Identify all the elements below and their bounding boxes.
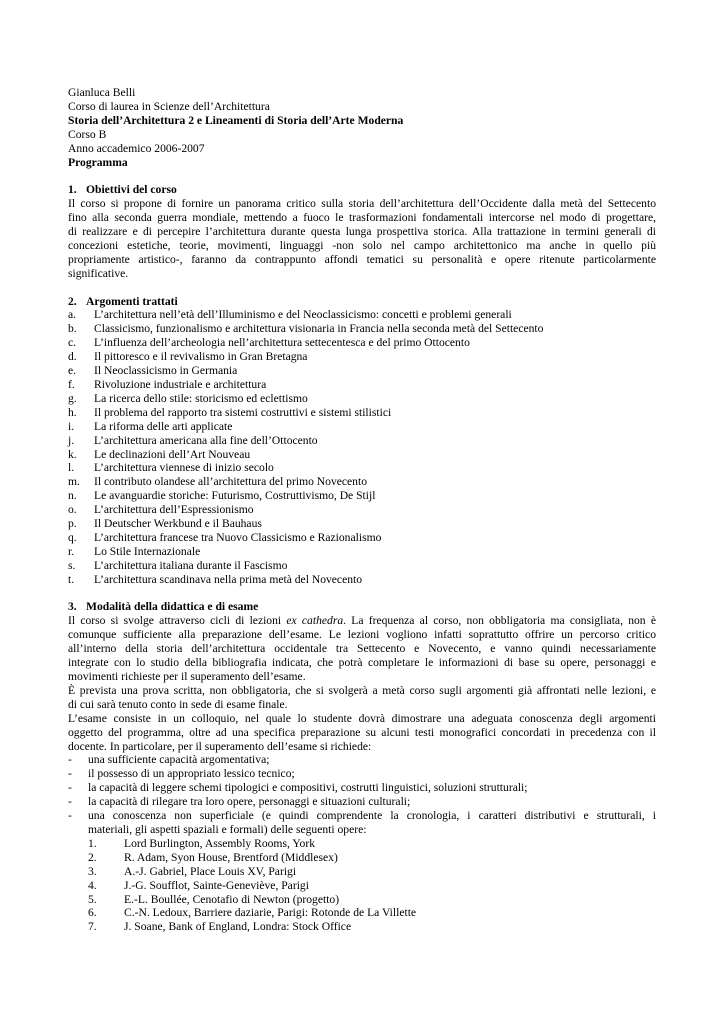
- list-item-text: Il contributo olandese all’architettura del primo Novecento: [94, 475, 367, 489]
- italic-phrase: ex cathedra: [286, 614, 344, 628]
- requirement-item: [68, 781, 656, 795]
- requirement-item: [68, 767, 656, 781]
- requirement-text: [88, 795, 656, 809]
- list-marker: c.: [68, 336, 77, 350]
- course-section: Corso B: [68, 127, 107, 141]
- list-marker: r.: [68, 544, 75, 558]
- requirement-line: una sufficiente capacità argomentativa;: [88, 753, 270, 767]
- list-marker: e.: [68, 364, 77, 378]
- section-2-title: Argomenti trattati: [86, 294, 178, 308]
- list-marker: o.: [68, 503, 77, 517]
- work-text: R. Adam, Syon House, Brentford (Middlesex): [124, 850, 338, 864]
- list-marker: g.: [68, 391, 77, 405]
- work-item: [88, 893, 656, 907]
- academic-year: Anno accademico 2006-2007: [68, 141, 205, 155]
- list-item: [68, 364, 656, 378]
- paragraph-line: di realizzare e di percepire l’architettura durante questa lunga prospettiva storica. Alla trattazione in termini generali di: [68, 225, 656, 239]
- paragraph-line: docente. In particolare, per il superamento dell’esame si richiede:: [68, 739, 372, 753]
- topics-list: [68, 308, 656, 586]
- section-1-paragraph: [68, 197, 656, 280]
- requirement-line: il possesso di un appropriato lessico tecnico;: [88, 767, 295, 781]
- list-item: [68, 322, 656, 336]
- section-1-heading: [68, 183, 656, 197]
- program-heading: Programma: [68, 155, 128, 169]
- list-item: [68, 448, 656, 462]
- list-item-text: L’architettura americana alla fine dell’Ottocento: [94, 433, 318, 447]
- list-marker: q.: [68, 530, 77, 544]
- paragraph-line: di cui sarà tenuto conto in sede di esame finale.: [68, 697, 288, 711]
- work-number: 7.: [88, 920, 97, 934]
- paragraph-line: oggetto del programma, oltre ad una specifica preparazione su alcuni testi monografici concordati in precedenza con il: [68, 725, 656, 739]
- list-item-text: L’architettura nell’età dell’Illuminismo e del Neoclassicismo: concetti e problemi generali: [94, 308, 512, 322]
- requirement-line: materiali, gli aspetti spaziali e formali) delle seguenti opere:: [88, 822, 367, 836]
- list-marker: l.: [68, 461, 75, 475]
- list-marker: h.: [68, 405, 77, 419]
- paragraph-line: Il corso si svolge attraverso cicli di lezioni ex cathedra. La frequenza al corso, non obbligatoria ma consigliata, non è: [68, 614, 656, 628]
- list-item-text: Le avanguardie storiche: Futurismo, Costruttivismo, De Stijl: [94, 489, 376, 503]
- requirement-item: [68, 795, 656, 809]
- work-number: 1.: [88, 836, 97, 850]
- list-item-text: Il Deutscher Werkbund e il Bauhaus: [94, 517, 262, 531]
- list-item-text: L’architettura italiana durante il Fascismo: [94, 558, 288, 572]
- list-item: [68, 559, 656, 573]
- paragraph-line: significative.: [68, 266, 129, 280]
- list-item: [68, 503, 656, 517]
- list-item-text: L’architettura francese tra Nuovo Classicismo e Razionalismo: [94, 530, 382, 544]
- requirements-list: [68, 753, 656, 836]
- list-item: [68, 489, 656, 503]
- work-text: J.-G. Soufflot, Sainte-Geneviève, Parigi: [124, 878, 309, 892]
- work-item: [88, 837, 656, 851]
- list-item: [68, 461, 656, 475]
- dash-marker: -: [68, 753, 72, 767]
- requirement-text: [88, 767, 656, 781]
- paragraph-line: movimenti richieste per il superamento dell’esame.: [68, 670, 306, 684]
- list-item: [68, 517, 656, 531]
- work-text: E.-L. Boullée, Cenotafio di Newton (progetto): [124, 892, 340, 906]
- list-item: [68, 434, 656, 448]
- list-marker: p.: [68, 517, 77, 531]
- list-item-text: Classicismo, funzionalismo e architettura visionaria in Francia nella seconda metà del Settecento: [94, 322, 544, 336]
- list-item: [68, 336, 656, 350]
- list-item: [68, 475, 656, 489]
- list-item: [68, 573, 656, 587]
- paragraph-line: Il corso si propone di fornire un panorama critico sulla storia dell’architettura dell’Occidente dalla metà del Settecento: [68, 197, 656, 211]
- work-number: 2.: [88, 850, 97, 864]
- section-3-number: 3.: [68, 600, 77, 614]
- document-page: [68, 86, 656, 934]
- list-item-text: Il problema del rapporto tra sistemi costruttivi e sistemi stilistici: [94, 405, 392, 419]
- work-text: C.-N. Ledoux, Barriere daziarie, Parigi: Rotonde de La Villette: [124, 906, 417, 920]
- list-marker: i.: [68, 419, 75, 433]
- list-marker: d.: [68, 350, 77, 364]
- author-name: Gianluca Belli: [68, 86, 136, 99]
- work-item: [88, 851, 656, 865]
- list-item: [68, 420, 656, 434]
- paragraph-line: È prevista una prova scritta, non obbligatoria, che si svolgerà a metà corso sugli argomenti già affrontati nelle lezioni, e: [68, 683, 656, 697]
- list-marker: b.: [68, 322, 77, 336]
- list-item-text: Il pittoresco e il revivalismo in Gran Bretagna: [94, 350, 308, 364]
- work-item: [88, 906, 656, 920]
- section-3-title: Modalità della didattica e di esame: [86, 600, 259, 614]
- work-number: 6.: [88, 906, 97, 920]
- requirement-line: la capacità di leggere schemi tipologici e compositivi, costrutti linguistici, soluzioni strutturali;: [88, 781, 528, 795]
- work-number: 3.: [88, 864, 97, 878]
- section-2-number: 2.: [68, 294, 77, 308]
- list-item-text: L’architettura scandinava nella prima metà del Novecento: [94, 572, 363, 586]
- list-item-text: L’architettura dell’Espressionismo: [94, 503, 254, 517]
- list-item: [68, 545, 656, 559]
- dash-marker: -: [68, 767, 72, 781]
- paragraph-line: concezioni estetiche, teorie, movimenti, linguaggi -non solo nel campo architettonico ma anche in quello più: [68, 238, 656, 252]
- list-item-text: La ricerca dello stile: storicismo ed eclettismo: [94, 391, 308, 405]
- work-item: [88, 879, 656, 893]
- section-3-paragraph-2: [68, 684, 656, 712]
- list-item: [68, 406, 656, 420]
- list-item-text: Rivoluzione industriale e architettura: [94, 378, 267, 391]
- works-list: [88, 837, 656, 934]
- work-item: [88, 865, 656, 879]
- requirement-item: [68, 809, 656, 837]
- paragraph-line: L’esame consiste in un colloquio, nel quale lo studente dovrà dimostrare una adeguata conoscenza degli argomenti: [68, 711, 656, 725]
- dash-marker: -: [68, 795, 72, 809]
- work-number: 5.: [88, 892, 97, 906]
- list-item-text: L’influenza dell’archeologia nell’architettura settecentesca e del primo Ottocento: [94, 336, 470, 350]
- degree-course: Corso di laurea in Scienze dell’Architettura: [68, 99, 270, 113]
- list-item: [68, 350, 656, 364]
- requirement-text: [88, 809, 656, 837]
- list-item-text: Il Neoclassicismo in Germania: [94, 364, 238, 378]
- list-item: [68, 378, 656, 392]
- list-marker: f.: [68, 378, 75, 391]
- list-item-text: Lo Stile Internazionale: [94, 544, 201, 558]
- requirement-line: la capacità di rilegare tra loro opere, personaggi e situazioni culturali;: [88, 795, 411, 809]
- list-marker: s.: [68, 558, 76, 572]
- requirement-line: una conoscenza non superficiale (e quindi comprendente la cronologia, i caratteri distributivi e strutturali, i: [88, 809, 656, 823]
- section-1-number: 1.: [68, 183, 77, 197]
- dash-marker: -: [68, 809, 72, 823]
- list-item: [68, 392, 656, 406]
- work-text: Lord Burlington, Assembly Rooms, York: [124, 836, 315, 850]
- list-marker: a.: [68, 308, 77, 322]
- list-item-text: L’architettura viennese di inizio secolo: [94, 461, 274, 475]
- course-title: Storia dell’Architettura 2 e Lineamenti di Storia dell’Arte Moderna: [68, 113, 404, 127]
- work-item: [88, 920, 656, 934]
- section-3-paragraph-3: [68, 712, 656, 754]
- work-number: 4.: [88, 878, 97, 892]
- paragraph-line: comunque sufficiente alla preparazione dell’esame. Le lezioni vogliono infatti soprattutto offrire un percorso critico: [68, 628, 656, 642]
- section-2-heading: [68, 295, 656, 309]
- requirement-text: [88, 781, 656, 795]
- requirement-text: [88, 753, 656, 767]
- section-3-heading: [68, 600, 656, 614]
- list-item-text: La riforma delle arti applicate: [94, 419, 233, 433]
- list-marker: m.: [68, 475, 80, 489]
- paragraph-line: integrate con lo studio della bibliografia indicata, che potrà completare le informazioni di base su opere, personaggi e: [68, 656, 656, 670]
- list-marker: t.: [68, 572, 75, 586]
- requirement-item: [68, 753, 656, 767]
- paragraph-line: fino alla seconda guerra mondiale, mettendo a fuoco le trasformazioni fondamentali intercorse nel modo di progettare,: [68, 211, 656, 225]
- section-1-title: Obiettivi del corso: [86, 183, 177, 197]
- paragraph-line: propriamente artistico-, faranno da contrappunto affondi tematici su personalità e opere ritenute particolarmente: [68, 252, 656, 266]
- paragraph-line: all’interno della storia dell’architettura occidentale tra Settecento e Novecento, e vanno quindi necessariamente: [68, 642, 656, 656]
- work-text: J. Soane, Bank of England, Londra: Stock Office: [124, 920, 352, 934]
- work-text: A.-J. Gabriel, Place Louis XV, Parigi: [124, 864, 297, 878]
- list-item: [68, 531, 656, 545]
- list-marker: j.: [68, 433, 75, 447]
- list-marker: k.: [68, 447, 77, 461]
- dash-marker: -: [68, 781, 72, 795]
- section-3-paragraph-1: [68, 614, 656, 684]
- list-item: [68, 308, 656, 322]
- list-marker: n.: [68, 489, 77, 503]
- list-item-text: Le declinazioni dell’Art Nouveau: [94, 447, 251, 461]
